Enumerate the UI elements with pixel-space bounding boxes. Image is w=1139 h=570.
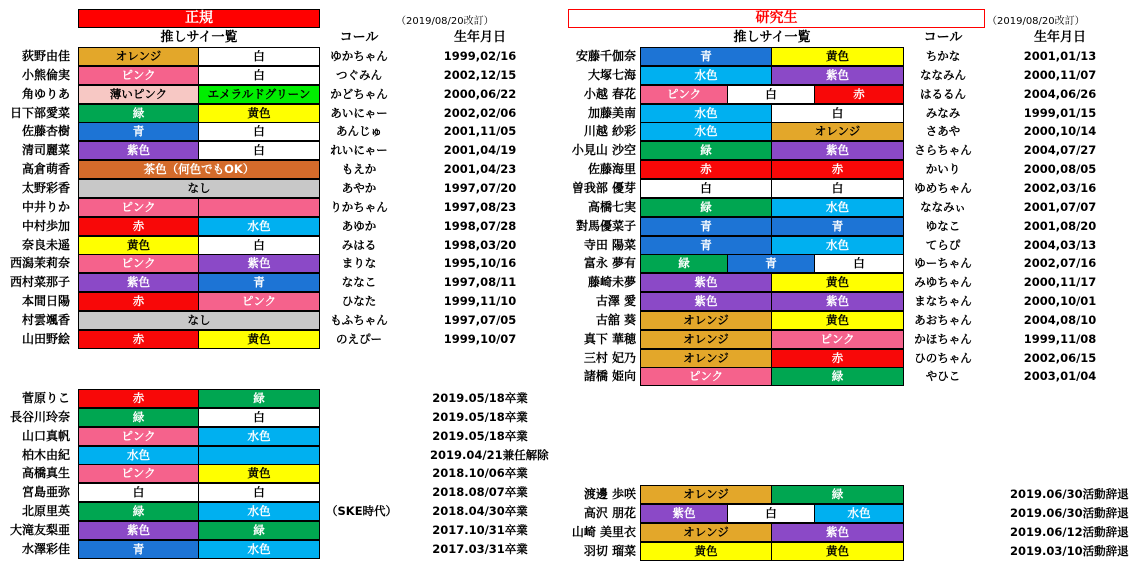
right-members-name: 高橋七実 [587,200,636,214]
right-members-color-cells [640,254,904,273]
left-members-date: 2001,04/23 [443,162,517,176]
right-members-color-cells [640,330,904,349]
left-graduates-name: 菅原りこ [21,391,70,405]
right-members-name: 古澤 愛 [595,294,636,308]
right-members-call: あおちゃん [914,313,972,327]
right-members-date: 1999,01/15 [1023,106,1097,120]
left-members-date: 2000,06/22 [443,87,517,101]
right-members-color-cells [640,349,904,368]
color-cell: 緑 [772,486,904,503]
color-cell: オレンジ [641,331,772,348]
right-members-call: ひのちゃん [914,351,972,365]
color-cell: 水色 [199,541,320,558]
right-birthday-header: 生年月日 [1033,30,1086,45]
color-cell: 水色 [641,123,772,140]
left-graduates-date: 2019.05/18卒業 [432,391,528,405]
left-members-call: つぐみん [336,68,382,82]
color-cell: 青 [641,237,772,254]
right-members-date: 2004,07/27 [1023,143,1097,157]
left-graduates-date: 2018.04/30卒業 [432,504,528,518]
color-cell: 白 [199,123,320,140]
right-members-date: 2000,08/05 [1023,162,1097,176]
color-cell: 紫色 [79,142,199,159]
color-cell: オレンジ [79,48,199,65]
color-cell: 紫色 [199,255,320,272]
left-graduates-name: 柏木由紀 [21,448,70,462]
right-members-date: 2000,11/17 [1023,275,1097,289]
left-members-name: 本間日陽 [21,294,70,308]
right-members-color-cells [640,122,904,141]
color-cell: 水色 [772,237,904,254]
color-cell: 紫色 [772,293,904,310]
color-cell: 紫色 [641,505,728,522]
left-members-date: 1999,11/10 [443,294,517,308]
left-members-name: 佐藤杏樹 [21,124,70,138]
color-cell: なし [79,180,320,197]
left-graduates-color-cells [78,483,320,502]
color-cell: 白 [772,105,904,122]
right-members-name: 曽我部 優芽 [571,181,636,195]
left-members-call: あやか [341,181,377,195]
color-cell: 黄色 [79,237,199,254]
left-graduates-date: 2017.10/31卒業 [432,523,528,537]
right-members-call: かほちゃん [914,332,972,346]
right-members-color-cells [640,66,904,85]
left-members-color-cells [78,66,320,85]
color-cell: 薄いピンク [79,86,199,103]
right-members-color-cells [640,217,904,236]
left-revised-date: （2019/08/20改訂） [396,16,494,27]
left-members-call: れいにゃー [330,143,388,157]
right-members-date: 2002,03/16 [1023,181,1097,195]
left-members-color-cells [78,311,320,330]
right-members-name: 真下 華穂 [583,332,636,346]
right-members-date: 2003,01/04 [1023,369,1097,383]
left-members-name: 角ゆりあ [21,87,70,101]
left-members-color-cells [78,292,320,311]
color-cell: 緑 [772,368,904,385]
color-cell: ピンク [641,86,728,103]
left-members-name: 日下部愛菜 [9,106,70,120]
right-graduates-name: 羽切 瑠菜 [583,544,636,558]
left-members-call: ななこ [341,275,377,289]
right-graduates-color-cells [640,504,904,523]
right-members-color-cells [640,85,904,104]
color-cell: 青 [728,255,815,272]
color-cell: 黄色 [772,48,904,65]
right-members-name: 加藤美南 [587,106,636,120]
left-members-call: ひなた [341,294,377,308]
color-cell: 白 [728,505,815,522]
color-cell: 水色 [199,428,320,445]
right-members-call: てらぴ [925,238,961,252]
left-graduates-color-cells [78,521,320,540]
right-members-name: 佐藤海里 [587,162,636,176]
color-cell: 青 [641,48,772,65]
left-members-call: のえぴー [336,332,382,346]
left-members-call: みはる [341,238,377,252]
left-members-date: 1999,02/16 [443,49,517,63]
color-cell: 青 [641,218,772,235]
right-members-call: やひこ [925,369,961,383]
right-members-date: 1999,11/08 [1023,332,1097,346]
left-graduates-color-cells [78,502,320,521]
left-graduates-color-cells [78,427,320,446]
color-cell: 赤 [641,161,772,178]
right-members-date: 2004,08/10 [1023,313,1097,327]
left-members-call: ゆかちゃん [330,49,388,63]
right-members-date: 2001,08/20 [1023,219,1097,233]
right-colors-header: 推しサイ一覧 [733,30,811,45]
left-members-date: 1997,07/20 [443,181,517,195]
right-members-name: 寺田 陽菜 [583,238,636,252]
left-graduates-color-cells [78,540,320,559]
color-cell: 赤 [79,293,199,310]
color-cell: 黄色 [772,312,904,329]
right-graduates-date: 2019.06/30活動辞退 [1010,487,1129,501]
right-graduates-color-cells [640,542,904,561]
left-members-date: 2001,04/19 [443,143,517,157]
right-members-call: まなちゃん [914,294,972,308]
color-cell: 赤 [79,218,199,235]
left-graduates-color-cells [78,408,320,427]
right-graduates-color-cells [640,523,904,542]
left-members-call: かどちゃん [330,87,388,101]
color-cell: ピンク [79,428,199,445]
right-graduates-date: 2019.03/10活動辞退 [1010,544,1129,558]
color-cell: 白 [815,255,904,272]
left-graduates-date: 2019.04/21兼任解除 [430,448,549,462]
color-cell: 黄色 [199,105,320,122]
left-members-color-cells [78,179,320,198]
right-members-name: 小見山 沙空 [571,143,636,157]
left-members-color-cells [78,217,320,236]
color-cell: 緑 [199,522,320,539]
right-members-name: 三村 妃乃 [583,351,636,365]
right-members-call: ゆめちゃん [914,181,972,195]
right-members-date: 2000,10/14 [1023,124,1097,138]
color-cell: ピンク [79,199,199,216]
right-graduates-color-cells [640,485,904,504]
color-cell: 白 [199,67,320,84]
left-members-name: 清司麗菜 [21,143,70,157]
left-members-name: 山田野絵 [21,332,70,346]
right-members-name: 藤崎未夢 [587,275,636,289]
color-cell: 白 [199,48,320,65]
left-colors-header: 推しサイ一覧 [160,30,238,45]
right-members-call: さあや [925,124,961,138]
color-cell: 緑 [79,409,199,426]
right-members-call: ゆーちゃん [914,256,972,270]
color-cell: 水色 [815,505,904,522]
right-members-color-cells [640,236,904,255]
right-members-call: ななみぃ [920,200,966,214]
right-call-header: コール [923,30,963,45]
color-cell: 紫色 [772,67,904,84]
left-birthday-header: 生年月日 [453,30,506,45]
right-members-date: 2004,03/13 [1023,238,1097,252]
left-members-color-cells [78,104,320,123]
left-members-name: 荻野由佳 [21,49,70,63]
color-cell: 白 [199,409,320,426]
right-members-name: 對馬優菜子 [575,219,636,233]
color-cell: オレンジ [641,486,772,503]
left-members-call: あゆか [341,219,377,233]
right-members-date: 2002,07/16 [1023,256,1097,270]
left-graduates-name: 水澤彩佳 [21,542,70,556]
right-members-call: ななみん [920,68,966,82]
color-cell: 紫色 [641,274,772,291]
left-members-color-cells [78,254,320,273]
color-cell: 白 [199,484,320,501]
right-members-color-cells [640,292,904,311]
left-members-name: 村雲颯香 [21,313,70,327]
right-members-color-cells [640,179,904,198]
right-members-call: はるるん [920,87,966,101]
left-members-date: 1997,08/11 [443,275,517,289]
left-graduates-color-cells [78,464,320,483]
left-graduates-color-cells [78,446,320,465]
color-cell: 黄色 [199,331,320,348]
right-members-call: さらちゃん [914,143,972,157]
left-members-color-cells [78,198,320,217]
left-graduates-date: 2019.05/18卒業 [432,429,528,443]
left-members-date: 2002,02/06 [443,106,517,120]
right-graduates-name: 渡邊 歩咲 [583,487,636,501]
right-graduates-date: 2019.06/30活動辞退 [1010,506,1129,520]
right-members-call: かいり [925,162,961,176]
color-cell: オレンジ [641,350,772,367]
left-graduates-name: 山口真帆 [21,429,70,443]
left-members-date: 1995,10/16 [443,256,517,270]
right-members-name: 諸橋 姫向 [583,369,636,383]
right-members-date: 2001,07/07 [1023,200,1097,214]
color-cell: オレンジ [772,123,904,140]
left-members-name: 奈良未遥 [21,238,70,252]
color-cell: 緑 [641,142,772,159]
color-cell: 緑 [79,503,199,520]
left-members-name: 西潟茉莉奈 [9,256,70,270]
left-members-date: 2002,12/15 [443,68,517,82]
left-members-color-cells [78,141,320,160]
color-cell: 紫色 [772,142,904,159]
color-cell: 水色 [772,199,904,216]
left-members-name: 西村菜那子 [9,275,70,289]
color-cell [199,447,320,464]
color-cell: 白 [199,142,320,159]
left-graduates-name: 宮島亜弥 [21,485,70,499]
color-cell: 赤 [79,390,199,407]
color-cell: 黄色 [199,465,320,482]
color-cell: 白 [199,237,320,254]
right-graduates-name: 高沢 朋花 [583,506,636,520]
left-graduates-name: 長谷川玲奈 [9,410,70,424]
color-cell: なし [79,312,320,329]
left-members-call: あんじゅ [336,124,382,138]
color-cell: ピンク [79,255,199,272]
left-members-date: 2001,11/05 [443,124,517,138]
color-cell: 白 [728,86,815,103]
right-members-name: 富永 夢有 [583,256,636,270]
color-cell: オレンジ [641,312,772,329]
color-cell: 赤 [772,350,904,367]
right-members-color-cells [640,311,904,330]
left-members-call: あいにゃー [330,106,388,120]
color-cell: 黄色 [772,543,904,560]
left-graduates-date: 2017.03/31卒業 [432,542,528,556]
color-cell: ピンク [199,293,320,310]
left-title: 正規 [78,9,320,28]
color-cell: 青 [772,218,904,235]
left-call-header: コール [339,30,379,45]
left-graduates-name: 大滝友梨亜 [9,523,70,537]
right-members-call: ちかな [925,49,961,63]
right-graduates-name: 山崎 美里衣 [571,525,636,539]
left-members-name: 小熊倫実 [21,68,70,82]
left-graduates-name: 北原里英 [21,504,70,518]
left-members-date: 1997,07/05 [443,313,517,327]
color-cell: 白 [641,180,772,197]
color-cell: 緑 [199,390,320,407]
left-members-call: もふちゃん [330,313,388,327]
left-graduates-name: 高橋真生 [21,466,70,480]
color-cell: 水色 [79,447,199,464]
right-title: 研究生 [568,9,985,28]
color-cell: 黄色 [772,274,904,291]
right-members-name: 安藤千伽奈 [575,49,636,63]
right-members-date: 2002,06/15 [1023,351,1097,365]
color-cell: 紫色 [772,524,904,541]
right-members-date: 2000,10/01 [1023,294,1097,308]
color-cell: 緑 [641,199,772,216]
color-cell: 紫色 [79,522,199,539]
color-cell [199,199,320,216]
left-members-call: もえか [341,162,377,176]
color-cell: 黄色 [641,543,772,560]
color-cell: 赤 [772,161,904,178]
color-cell: 水色 [199,218,320,235]
color-cell: 白 [772,180,904,197]
left-members-name: 太野彩香 [21,181,70,195]
left-members-date: 1998,07/28 [443,219,517,233]
left-members-color-cells [78,273,320,292]
color-cell: 赤 [815,86,904,103]
right-members-date: 2004,06/26 [1023,87,1097,101]
left-members-date: 1997,08/23 [443,200,517,214]
color-cell: 青 [79,123,199,140]
left-members-color-cells [78,330,320,349]
right-members-name: 古舘 葵 [595,313,636,327]
right-members-color-cells [640,47,904,66]
color-cell: エメラルドグリーン [199,86,320,103]
left-members-color-cells [78,122,320,141]
right-members-color-cells [640,367,904,386]
right-members-name: 小越 春花 [583,87,636,101]
right-revised-date: （2019/08/20改訂） [987,16,1085,27]
left-graduates-color-cells [78,389,320,408]
color-cell: ピンク [79,465,199,482]
left-graduates-call: （SKE時代） [326,504,398,518]
right-members-call: みなみ [925,106,961,120]
color-cell: 水色 [641,67,772,84]
right-members-name: 川越 紗彩 [583,124,636,138]
color-cell: 白 [79,484,199,501]
left-members-color-cells [78,236,320,255]
right-members-date: 2000,11/07 [1023,68,1097,82]
right-members-call: みゆちゃん [914,275,972,289]
left-members-color-cells [78,47,320,66]
right-members-call: ゆなこ [925,219,961,233]
left-members-call: りかちゃん [330,200,388,214]
right-members-color-cells [640,141,904,160]
left-members-name: 中井りか [21,200,70,214]
color-cell: ピンク [772,331,904,348]
color-cell: ピンク [79,67,199,84]
right-members-color-cells [640,104,904,123]
color-cell: 青 [79,541,199,558]
color-cell: 青 [199,274,320,291]
right-members-color-cells [640,273,904,292]
color-cell: 茶色（何色でもOK） [79,161,320,178]
left-graduates-date: 2019.05/18卒業 [432,410,528,424]
left-graduates-date: 2018.10/06卒業 [432,466,528,480]
left-graduates-date: 2018.08/07卒業 [432,485,528,499]
left-members-date: 1999,10/07 [443,332,517,346]
right-members-color-cells [640,198,904,217]
left-members-call: まりな [341,256,377,270]
color-cell: 紫色 [641,293,772,310]
color-cell: ピンク [641,368,772,385]
right-members-color-cells [640,160,904,179]
color-cell: 緑 [79,105,199,122]
color-cell: 水色 [641,105,772,122]
left-members-name: 高倉萌香 [21,162,70,176]
left-members-color-cells [78,85,320,104]
left-members-name: 中村歩加 [21,219,70,233]
color-cell: 緑 [641,255,728,272]
color-cell: オレンジ [641,524,772,541]
right-members-date: 2001,01/13 [1023,49,1097,63]
color-cell: 水色 [199,503,320,520]
right-members-name: 大塚七海 [587,68,636,82]
left-members-date: 1998,03/20 [443,238,517,252]
left-members-color-cells [78,160,320,179]
right-graduates-date: 2019.06/12活動辞退 [1010,525,1129,539]
color-cell: 赤 [79,331,199,348]
color-cell: 紫色 [79,274,199,291]
